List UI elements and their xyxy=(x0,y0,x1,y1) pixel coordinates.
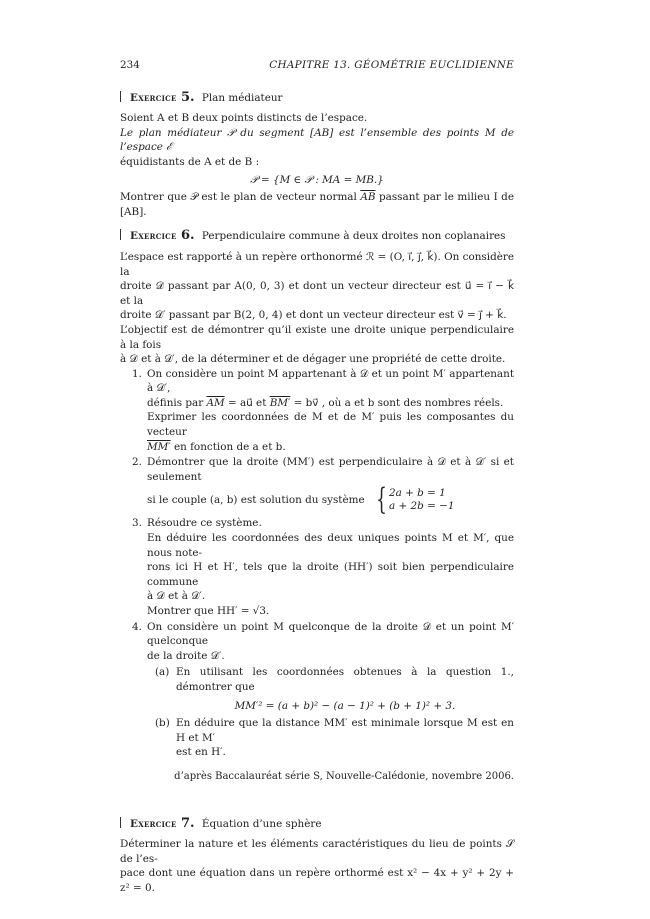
exercise-label: Exercice xyxy=(130,817,177,830)
margin-bar xyxy=(120,817,121,828)
question-4b: (b) En déduire que la distance MM′ est minimale lorsque M est en H et M′ est en H′. xyxy=(155,717,514,759)
exercise-label: Exercice xyxy=(130,91,177,104)
page xyxy=(120,58,514,896)
exercise-label: Exercice xyxy=(130,230,177,243)
exercise-6-heading xyxy=(120,229,514,244)
exercise-number: 7. xyxy=(180,815,195,831)
exercise-title: Équation d’une sphère xyxy=(201,817,322,830)
page-header xyxy=(120,58,514,73)
exercise-number: 6. xyxy=(180,228,195,244)
ex6-intro3: droite 𝒟′ passant par B(2, 0, 4) et dont un vecteur directeur est v⃗ = j⃗ + k⃗. xyxy=(120,309,507,322)
ex5-line3: équidistants de A et de B : xyxy=(120,155,260,168)
margin-bar xyxy=(120,229,121,240)
question-list xyxy=(120,367,514,760)
ex6-intro1: L’espace est rapporté à un repère orthonormé ℛ = (O, i⃗, j⃗, k⃗). On considère la xyxy=(120,250,514,278)
source-citation: d’après Baccalauréat série S, Nouvelle-Calédonie, novembre 2006. xyxy=(174,770,514,782)
ex5-line1: Soient A et B deux points distincts de l’espace. xyxy=(120,112,368,125)
page-number: 234 xyxy=(120,59,140,71)
question-4a: (a) En utilisant les coordonnées obtenues à la question 1., démontrer que MM′² = (a + b)² − (a − 1)² + (b + 1)² + 3. xyxy=(155,666,514,712)
ex6-intro4: L’objectif est de démontrer qu’il existe une droite unique perpendiculaire à la fois xyxy=(120,323,514,351)
equation-system: { 2a + b = 1 a + 2b = −1 xyxy=(376,482,455,518)
ex7-line2: pace dont une équation dans un repère orthormé est x² − 4x + y² + 2y + z² = 0. xyxy=(120,867,514,894)
exercise-number: 5. xyxy=(180,89,195,105)
question-2: 2. Démontrer que la droite (MM′) est perpendiculaire à 𝒟 et à 𝒟′ si et seulement si le couple (a, b) est solution du système { 2a + b = 1 a + 2b = −1 xyxy=(132,456,514,518)
exercise-title: Plan médiateur xyxy=(201,91,283,104)
chapter-title: CHAPITRE 13. GÉOMÉTRIE EUCLIDIENNE xyxy=(269,59,514,71)
margin-bar xyxy=(120,91,121,102)
exercise-7-heading xyxy=(120,817,514,832)
ex6-intro2: droite 𝒟 passant par A(0, 0, 3) et dont un vecteur directeur est u⃗ = i⃗ − k⃗ et la xyxy=(120,280,514,307)
ex7-line1: Déterminer la nature et les éléments caractéristiques du lieu de points 𝒮 de l’es- xyxy=(120,838,514,865)
question-1: 1. On considère un point M appartenant à 𝒟 et un point M′ appartenant à 𝒟′, définis par $\overline{AM}$ = au⃗ et BM′ = bv⃗ , où a et b sont des nombres réels. Exprimer les coordonnées de M et de M′ puis les composantes du vecteur MM′ en fonction de a et b. xyxy=(132,367,514,453)
ex6-intro5: à 𝒟 et à 𝒟′, de la déterminer et de dégager une propriété de cette droite. xyxy=(120,353,506,366)
ex5-formula: 𝒫 = {M ∈ 𝒫 : MA = MB.} xyxy=(250,173,384,186)
exercise-title: Perpendiculaire commune à deux droites non coplanaires xyxy=(201,230,506,243)
ex5-line4: Montrer que 𝒫 est le plan de vecteur normal $\overline{AB}$ passant par le milieu I de [AB]. xyxy=(120,191,514,218)
ex5-line2: Le plan médiateur 𝒫 du segment [AB] est l’ensemble des points M de l’espace ℰ xyxy=(120,126,514,154)
question-4: 4. On considère un point M quelconque de la droite 𝒟 et un point M′ quelconque de la droite 𝒟′. (a) En utilisant les coordonnées obtenues à la question 1., démontrer que MM′² = (a + b)² − (a − 1)² + (b + 1)² + 3. (b) En déduire que la distance MM′ est minimale lorsque M est en H et M′ est en H′. xyxy=(132,620,514,759)
question-3: 3. Résoudre ce système. En déduire les coordonnées des deux uniques points M et M′, que nous note- rons ici H et H′, tels que la droite (HH′) soit bien perpendiculaire commune à 𝒟 et à 𝒟′. Montrer que HH′ = √3. xyxy=(132,517,514,617)
exercise-5-heading xyxy=(120,91,514,106)
